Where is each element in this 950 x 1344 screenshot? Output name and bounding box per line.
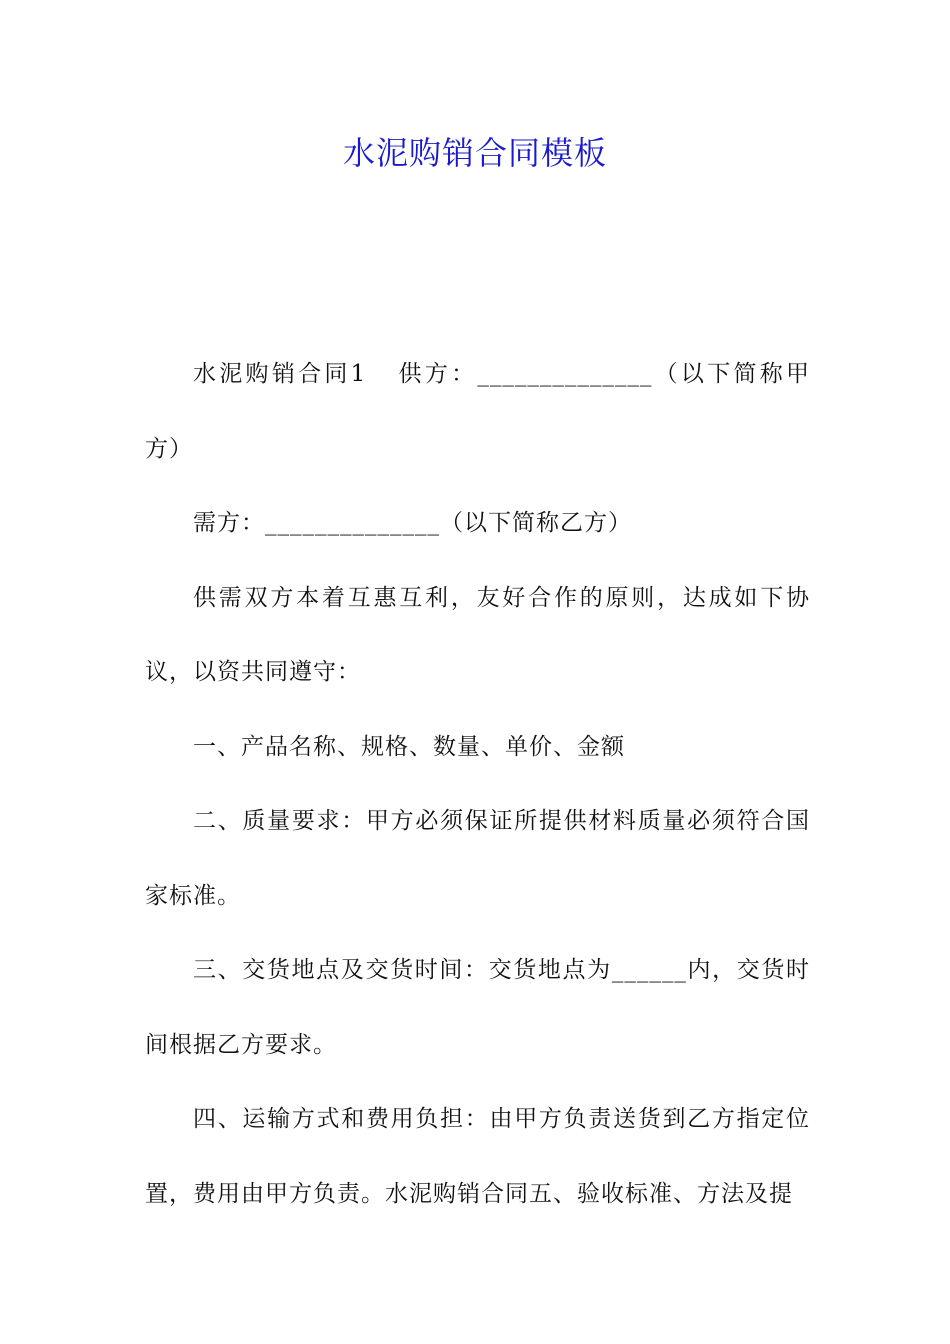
contract-heading: 水泥购销合同1	[193, 361, 367, 387]
clause-1: 一、产品名称、规格、数量、单价、金额	[193, 733, 625, 760]
supplier-line: 供方：______________（以下简称甲方）	[145, 361, 811, 462]
document-body	[145, 337, 810, 1231]
paragraph-supplier	[145, 337, 810, 486]
clause-4: 四、运输方式和费用负担：由甲方负责送货到乙方指定位置，费用由甲方负责。水泥购销合同五、验收标准、方法及提	[145, 1106, 810, 1207]
clause-2: 二、质量要求：甲方必须保证所提供材料质量必须符合国家标准。	[145, 808, 810, 909]
paragraph-preamble: 供需双方本着互惠互利，友好合作的原则，达成如下协议，以资共同遵守：	[145, 584, 810, 685]
clause-3: 三、交货地点及交货时间：交货地点为______内，交货时间根据乙方要求。	[145, 957, 810, 1058]
paragraph-buyer: 需方：______________（以下简称乙方）	[193, 510, 632, 536]
document-title: 水泥购销合同模板	[342, 134, 607, 172]
